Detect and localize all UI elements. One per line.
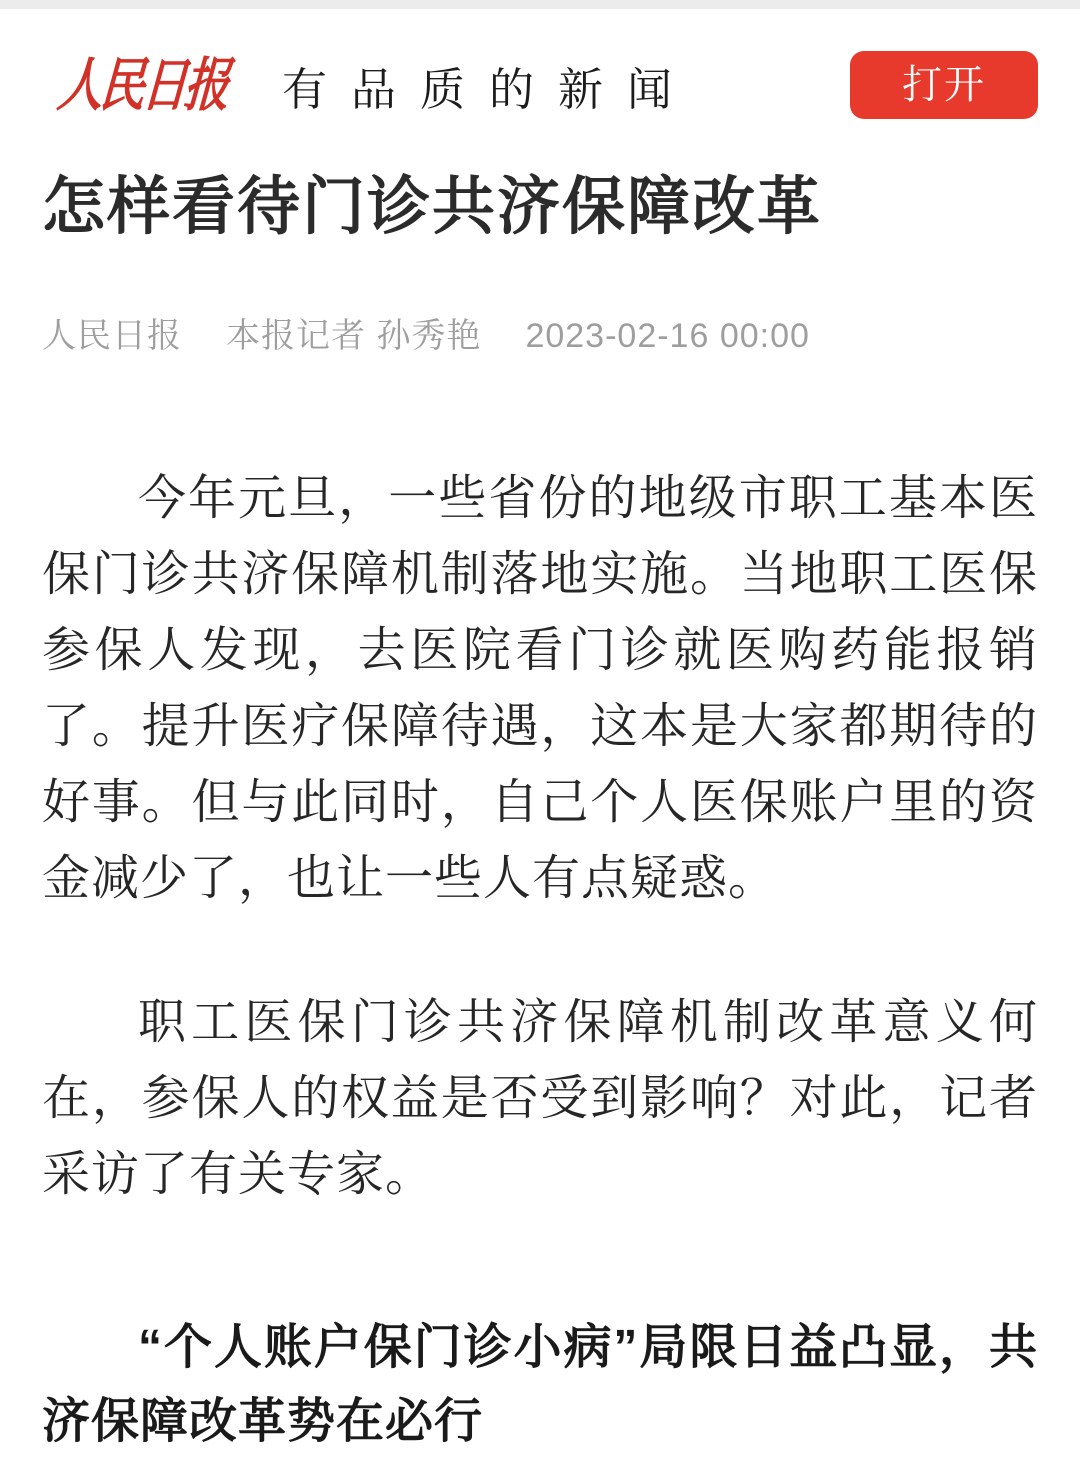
open-app-button[interactable]: 打开 (850, 51, 1038, 119)
byline (42, 308, 1038, 357)
section-subheading: “个人账户保门诊小病”局限日益凸显，共济保障改革势在必行 (42, 1320, 1038, 1448)
app-banner (0, 9, 1080, 131)
paragraph-1: 今年元旦，一些省份的地级市职工基本医保门诊共济保障机制落地实施。当地职工医保参保人发现，去医院看门诊就医购药能报销了。提升医疗保障待遇，这本是大家都期待的好事。但与此同时，自己个人医保账户里的资金减少了，也让一些人有点疑惑。 (42, 471, 1038, 905)
byline-datetime: 2023-02-16 00:00 (525, 316, 810, 355)
article-title: 怎样看待门诊共济保障改革 (42, 172, 822, 242)
byline-source: 人民日报 (42, 316, 182, 355)
article-paragraphs (42, 461, 1038, 1213)
byline-author: 本报记者 孙秀艳 (226, 316, 482, 355)
peoples-daily-logo[interactable]: 人民日报 (55, 51, 230, 119)
top-gray-strip (0, 0, 1080, 9)
article-body (0, 169, 1080, 1459)
banner-tagline: 有品质的新闻 (282, 63, 697, 115)
paragraph-2: 职工医保门诊共济保障机制改革意义何在，参保人的权益是否受到影响？对此，记者采访了有关专家。 (42, 995, 1038, 1201)
